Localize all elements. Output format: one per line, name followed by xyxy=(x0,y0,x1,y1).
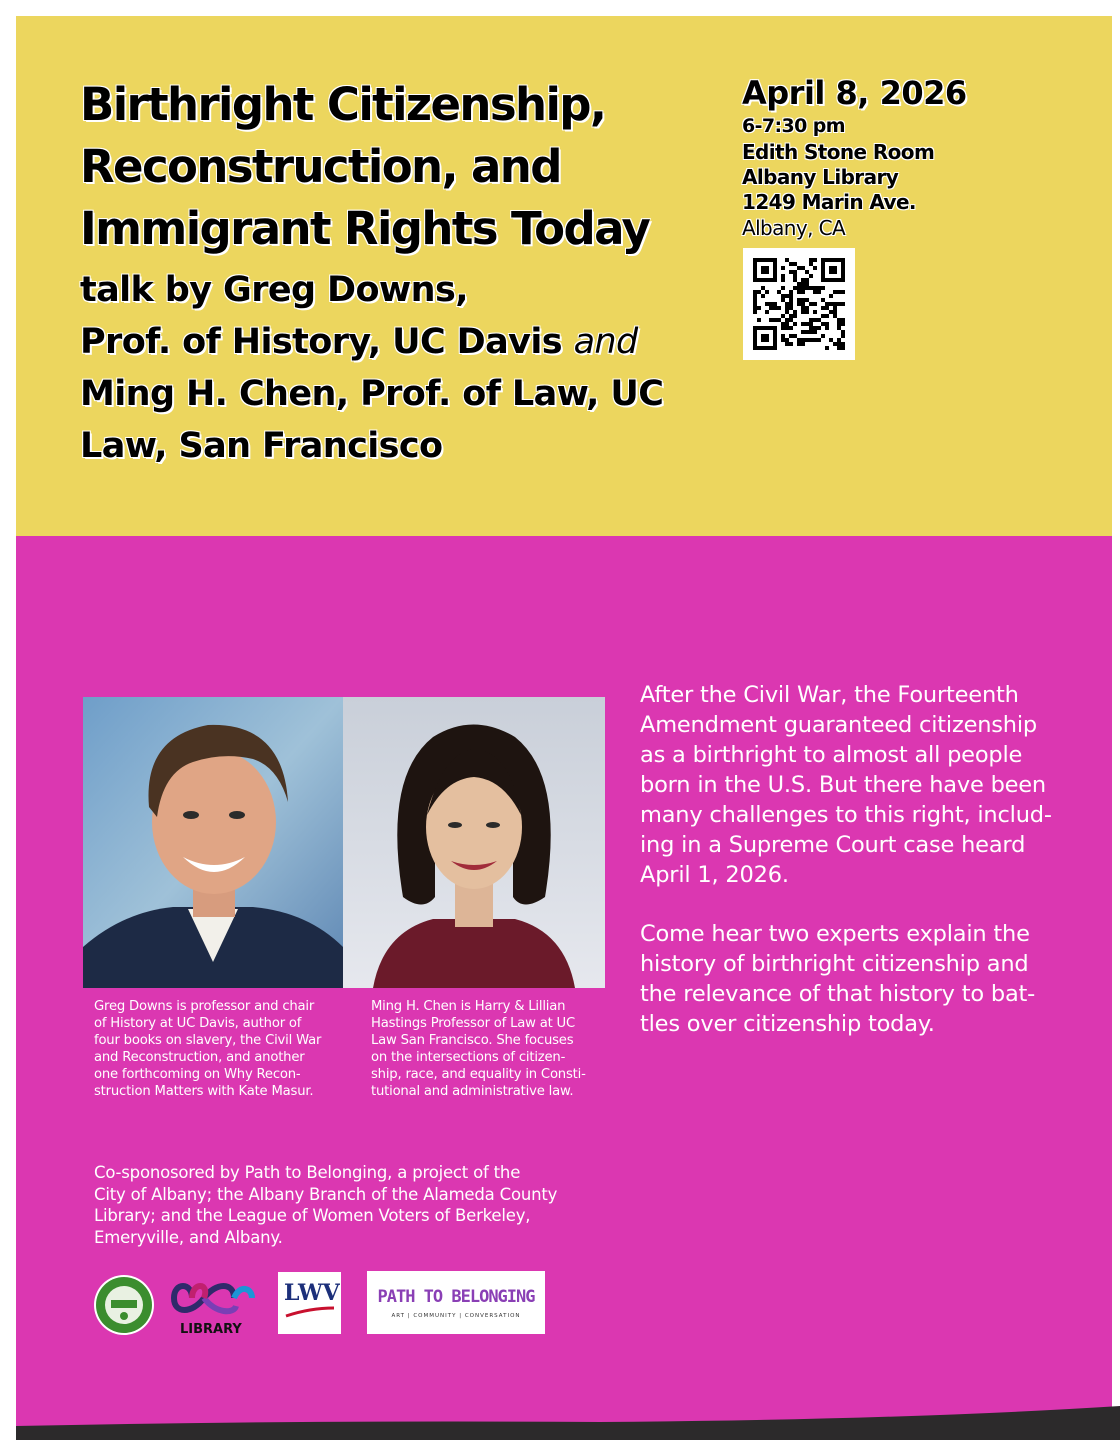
desc-line: April 1, 2026. xyxy=(640,862,789,888)
caption-line: struction Matters with Kate Masur. xyxy=(94,1084,314,1099)
desc-line: tles over citizenship today. xyxy=(640,1011,935,1037)
speakers-line: Prof. of History, UC Davis xyxy=(80,322,562,362)
caption-greg-downs xyxy=(94,998,339,1100)
desc-line: as a birthright to almost all people xyxy=(640,742,1023,768)
photo-greg-downs xyxy=(83,697,343,988)
description-paragraph-2 xyxy=(640,919,1080,1039)
sponsor-line: Emeryville, and Albany. xyxy=(94,1227,283,1247)
caption-ming-chen xyxy=(371,998,603,1100)
caption-line: Greg Downs is professor and chair xyxy=(94,999,315,1014)
caption-line: on the intersections of citizen- xyxy=(371,1050,566,1065)
event-time: 6-7:30 pm xyxy=(742,115,845,137)
sponsor-text xyxy=(94,1162,584,1248)
caption-line: four books on slavery, the Civil War xyxy=(94,1033,322,1048)
library-logo[interactable] xyxy=(170,1276,256,1338)
ptb-logo-tagline: ART | COMMUNITY | CONVERSATION xyxy=(391,1313,521,1319)
caption-line: Ming H. Chen is Harry & Lillian xyxy=(371,999,566,1014)
desc-line: the relevance of that history to bat- xyxy=(640,981,1036,1007)
desc-line: ing in a Supreme Court case heard xyxy=(640,832,1026,858)
desc-line: history of birthright citizenship and xyxy=(640,951,1029,977)
event-address: 1249 Marin Ave. xyxy=(742,190,916,214)
desc-line: After the Civil War, the Fourteenth xyxy=(640,682,1019,708)
photo-ming-chen xyxy=(343,697,605,988)
ptb-logo-label: PATH TO BELONGING xyxy=(377,1287,535,1307)
sponsor-line: Library; and the League of Women Voters of Berkeley, xyxy=(94,1206,531,1225)
desc-line: many challenges to this right, includ- xyxy=(640,802,1052,828)
caption-line: and Reconstruction, and another xyxy=(94,1050,305,1065)
speakers-and: and xyxy=(573,322,638,362)
lwv-logo-label: LWV xyxy=(284,1280,340,1306)
qr-code[interactable] xyxy=(743,248,855,360)
qr-code-graphic xyxy=(743,248,855,360)
speakers-line: talk by Greg Downs, xyxy=(80,270,468,310)
sponsor-line: City of Albany; the Albany Branch of the Alameda County xyxy=(94,1184,558,1204)
event-city: Albany, CA xyxy=(742,216,846,240)
path-to-belonging-logo[interactable] xyxy=(367,1271,545,1334)
city-of-albany-seal-logo[interactable] xyxy=(93,1274,155,1336)
lwv-swoosh-icon xyxy=(284,1306,336,1318)
sponsor-line: Co-sponosored by Path to Belonging, a project of the xyxy=(94,1163,521,1182)
caption-line: one forthcoming on Why Recon- xyxy=(94,1067,301,1082)
desc-line: born in the U.S. But there have been xyxy=(640,772,1046,798)
desc-line: Come hear two experts explain the xyxy=(640,921,1030,947)
title-line: Immigrant Rights Today xyxy=(80,202,650,255)
description-paragraph-1 xyxy=(640,680,1080,890)
lwv-logo[interactable] xyxy=(278,1272,341,1334)
bottom-wave-decoration xyxy=(0,1400,1120,1440)
caption-line: Law San Francisco. She focuses xyxy=(371,1033,574,1048)
caption-line: Hastings Professor of Law at UC xyxy=(371,1016,576,1031)
desc-line: Amendment guaranteed citizenship xyxy=(640,712,1037,738)
event-date: April 8, 2026 xyxy=(742,74,967,112)
library-logo-label: LIBRARY xyxy=(180,1322,242,1337)
title-line: Birthright Citizenship, xyxy=(80,78,606,131)
event-venue: Albany Library xyxy=(742,165,899,189)
title-line: Reconstruction, and xyxy=(80,140,561,193)
event-room: Edith Stone Room xyxy=(742,140,935,164)
speakers-line: Ming H. Chen, Prof. of Law, UC xyxy=(80,374,664,414)
caption-line: ship, race, and equality in Consti- xyxy=(371,1067,586,1082)
speakers-heading xyxy=(80,264,720,472)
speakers-line: Law, San Francisco xyxy=(80,426,443,466)
caption-line: tutional and administrative law. xyxy=(371,1084,574,1099)
caption-line: of History at UC Davis, author of xyxy=(94,1016,302,1031)
event-title xyxy=(80,74,720,260)
